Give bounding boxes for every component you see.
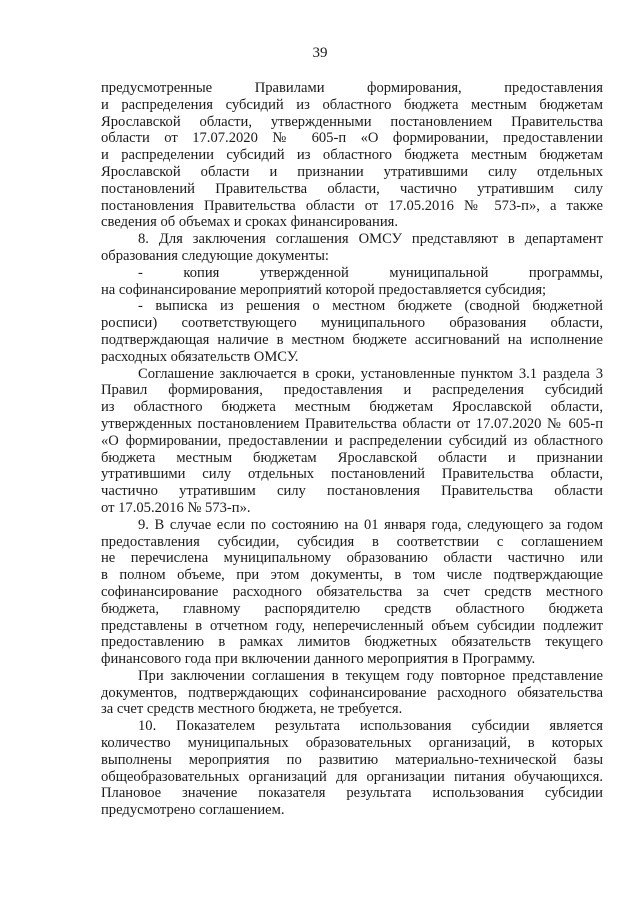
text-line: количество муниципальных образовательных организаций, в которых <box>101 735 603 752</box>
text-line: сведения об объемах и сроках финансирования. <box>101 214 398 231</box>
text-line: «О формировании, предоставлении и распределении субсидий из областного <box>101 432 603 449</box>
text-line: утвержденных постановлением Правительства области от 17.07.2020 № 605-п <box>101 415 603 432</box>
text-line: и распределении субсидий из областного бюджета местным бюджетам <box>101 147 603 164</box>
text-line: Ярославской области и признании утратившими силу отдельных <box>101 163 603 180</box>
text-line: предоставления субсидии, субсидия в соответствии с соглашением <box>101 533 603 550</box>
text-line: представлены в отчетном году, неперечисленный объем субсидии подлежит <box>101 617 603 634</box>
text-line: 9. В случае если по состоянию на 01 января года, следующего за годом <box>138 516 603 533</box>
text-line: общеобразовательных организаций для организации питания обучающихся. <box>101 768 603 785</box>
text-line: постановлений Правительства области, частично утратившим силу <box>101 180 603 197</box>
text-line: При заключении соглашения в текущем году повторное представление <box>138 667 603 684</box>
text-line: софинансирование расходного обязательства за счет средств местного <box>101 583 603 600</box>
text-line: и распределения субсидий из областного бюджета местным бюджетам <box>101 96 603 113</box>
text-line: от 17.05.2016 № 573-п». <box>101 499 251 516</box>
text-line: документов, подтверждающих софинансирование расходного обязательства <box>101 684 603 701</box>
text-line: не перечислена муниципальному образованию области частично или <box>101 550 603 567</box>
text-line: Соглашение заключается в сроки, установленные пунктом 3.1 раздела 3 <box>138 365 603 382</box>
text-line: росписи) соответствующего муниципального образования области, <box>101 315 603 332</box>
text-line: на софинансирование мероприятий которой предоставляется субсидия; <box>101 281 547 298</box>
text-line: Плановое значение показателя результата использования субсидии <box>101 785 603 802</box>
text-line: предоставлению в рамках лимитов бюджетных обязательств текущего <box>101 634 603 651</box>
text-line: области от 17.07.2020 № 605-п «О формировании, предоставлении <box>101 130 603 147</box>
text-line: 8. Для заключения соглашения ОМСУ представляют в департамент <box>138 231 603 248</box>
text-line: частично утратившим силу постановления Правительства области <box>101 483 603 500</box>
text-line: предусмотренные Правилами формирования, предоставления <box>101 80 603 96</box>
text-line: 10. Показателем результата использования субсидии является <box>138 718 603 735</box>
document-body <box>101 80 603 819</box>
text-line: подтверждающая наличие в местном бюджете ассигнований на исполнение <box>101 331 603 348</box>
text-line: за счет средств местного бюджета, не требуется. <box>101 701 403 718</box>
text-line: расходных обязательств ОМСУ. <box>101 348 299 365</box>
text-line: из областного бюджета местным бюджетам Ярославской области, <box>101 399 603 416</box>
text-line: постановления Правительства области от 17.05.2016 № 573-п», а также <box>101 197 603 214</box>
page-number: 39 <box>312 45 328 61</box>
text-line: выполнены мероприятия по развитию материально-технической базы <box>101 751 603 768</box>
text-line: предусмотрено соглашением. <box>101 802 285 819</box>
text-line: Правил формирования, предоставления и распределения субсидий <box>101 382 603 399</box>
text-line: финансового года при включении данного мероприятия в Программу. <box>101 651 536 668</box>
text-line: - копия утвержденной муниципальной программы, <box>138 264 603 281</box>
text-line: - выписка из решения о местном бюджете (сводной бюджетной <box>138 298 603 315</box>
text-line: Ярославской области, утвержденными постановлением Правительства <box>101 113 603 130</box>
text-line: утратившими силу отдельных постановлений Правительства области, <box>101 466 603 483</box>
text-line: образования следующие документы: <box>101 247 329 264</box>
text-line: бюджета, главному распорядителю средств областного бюджета <box>101 600 603 617</box>
text-line: в полном объеме, при этом документы, в том числе подтверждающие <box>101 567 603 584</box>
text-line: бюджета местным бюджетам Ярославской области и признании <box>101 449 603 466</box>
